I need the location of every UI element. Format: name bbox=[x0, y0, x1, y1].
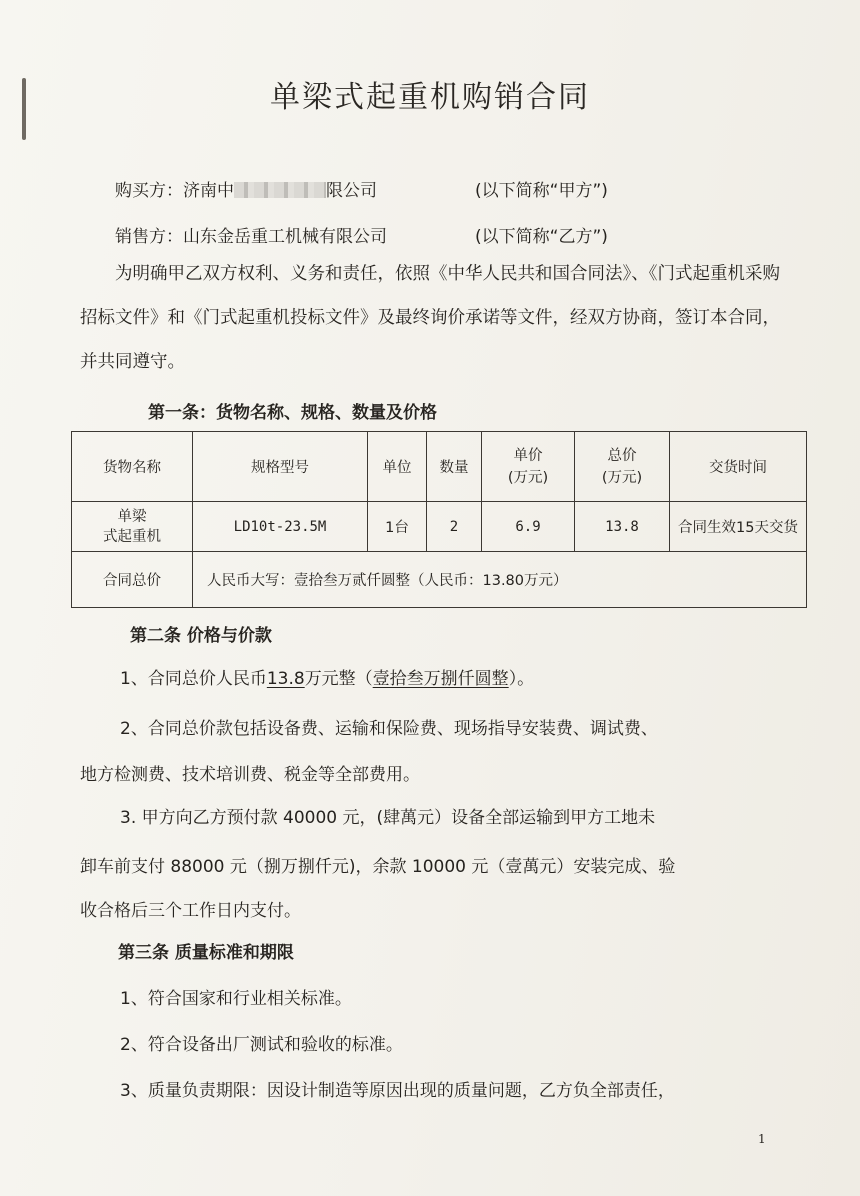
article2-item3-line3: 收合格后三个工作日内支付。 bbox=[80, 901, 301, 921]
item1-suffix: ）。 bbox=[508, 669, 535, 689]
buyer-line bbox=[115, 176, 608, 201]
goods-table bbox=[71, 431, 807, 608]
seller-name: 山东金岳重工机械有限公司 bbox=[183, 227, 387, 247]
cell-delivery: 合同生效15天交货 bbox=[670, 502, 807, 552]
article3-item2: 2、符合设备出厂测试和验收的标准。 bbox=[120, 1035, 403, 1055]
item1-amount-words: 壹拾叁万捌仟圆整 bbox=[372, 669, 509, 689]
cell-total-text: 人民币大写：壹拾叁万贰仟圆整（人民币：13.80万元） bbox=[193, 552, 807, 608]
header-model: 规格型号 bbox=[193, 432, 368, 502]
header-goods-name: 货物名称 bbox=[72, 432, 193, 502]
header-unit-price: 单价 (万元) bbox=[482, 432, 575, 502]
seller-abbreviation: (以下简称“乙方”) bbox=[475, 227, 608, 247]
buyer-abbreviation: (以下简称“甲方”) bbox=[475, 181, 608, 201]
redacted-block bbox=[234, 182, 326, 198]
cell-quantity: 2 bbox=[427, 502, 482, 552]
article2-item3-line1: 3. 甲方向乙方预付款 40000 元，(肆萬元）设备全部运输到甲方工地未 bbox=[120, 808, 656, 828]
article1-heading: 第一条：货物名称、规格、数量及价格 bbox=[148, 403, 437, 423]
table-row bbox=[72, 502, 807, 552]
table-total-row bbox=[72, 552, 807, 608]
buyer-name-prefix: 济南中 bbox=[183, 181, 234, 201]
header-unit: 单位 bbox=[368, 432, 427, 502]
article2-item3-line2: 卸车前支付 88000 元（捌万捌仟元)，余款 10000 元（壹萬元）安装完成、验 bbox=[80, 857, 676, 877]
cell-total-label: 合同总价 bbox=[72, 552, 193, 608]
buyer-label: 购买方： bbox=[115, 181, 183, 201]
table-header-row bbox=[72, 432, 807, 502]
header-total-price: 总价 (万元) bbox=[575, 432, 670, 502]
intro-paragraph: 为明确甲乙双方权利、义务和责任，依照《中华人民共和国合同法》、《门式起重机采购招标文件》和《门式起重机投标文件》及最终询价承诺等文件，经双方协商，签订本合同，并共同遵守。 bbox=[80, 264, 780, 372]
article2-item2-line1: 2、合同总价款包括设备费、运输和保险费、现场指导安装费、调试费、 bbox=[120, 719, 658, 739]
seller-line bbox=[115, 222, 608, 247]
article2-item2-line2: 地方检测费、技术培训费、税金等全部费用。 bbox=[80, 765, 420, 785]
seller-label: 销售方： bbox=[115, 227, 183, 247]
article2-item1 bbox=[120, 664, 534, 689]
article3-item1: 1、符合国家和行业相关标准。 bbox=[120, 989, 352, 1009]
article3-heading: 第三条 质量标准和期限 bbox=[118, 943, 294, 963]
document-title: 单梁式起重机购销合同 bbox=[270, 80, 590, 115]
cell-unit-price: 6.9 bbox=[482, 502, 575, 552]
cell-model: LD10t-23.5M bbox=[193, 502, 368, 552]
article3-item3: 3、质量负责期限：因设计制造等原因出现的质量问题，乙方负全部责任， bbox=[120, 1081, 675, 1101]
item1-prefix: 1、合同总价人民币 bbox=[120, 669, 267, 689]
header-quantity: 数量 bbox=[427, 432, 482, 502]
cell-goods-name: 单梁 式起重机 bbox=[72, 502, 193, 552]
cell-total-price: 13.8 bbox=[575, 502, 670, 552]
item1-amount: 13.8 bbox=[266, 669, 305, 689]
page-number: 1 bbox=[758, 1132, 766, 1146]
header-delivery: 交货时间 bbox=[670, 432, 807, 502]
cell-unit: 1台 bbox=[368, 502, 427, 552]
article2-heading: 第二条 价格与价款 bbox=[130, 626, 272, 646]
item1-mid: 万元整（ bbox=[304, 669, 373, 689]
buyer-name-suffix: 限公司 bbox=[326, 181, 377, 201]
